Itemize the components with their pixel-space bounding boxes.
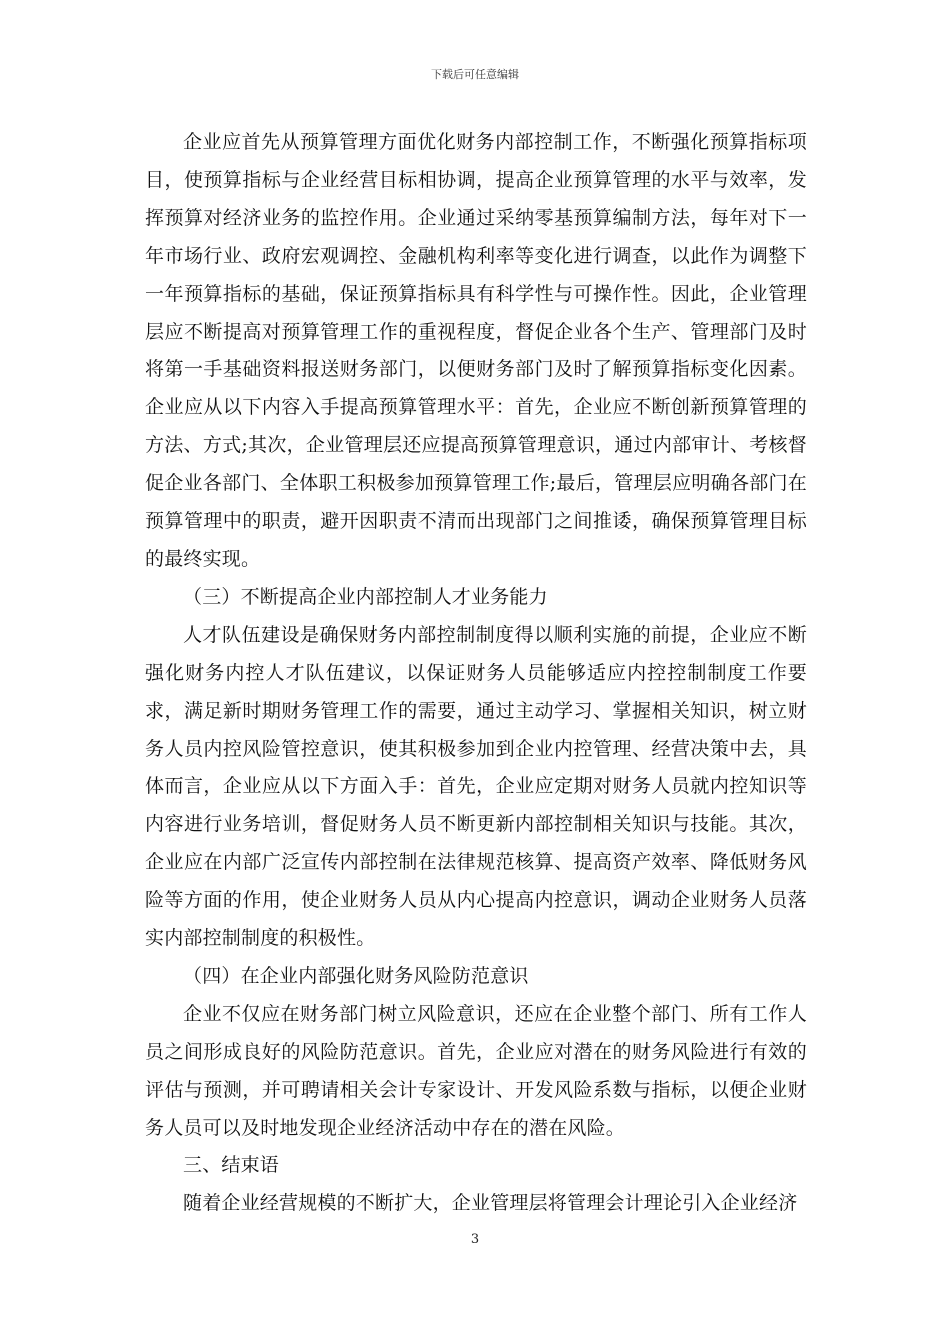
section-heading-conclusion: 三、结束语 bbox=[183, 1154, 280, 1177]
paragraph-talent: 人才队伍建设是确保财务内部控制制度得以顺利实施的前提，企业应不断强化财务内控人才队伍建议，以保证财务人员能够适应内控控制制度工作要求，满足新时期财务管理工作的需要，通过主动学习、掌握相关知识，树立财务人员内控风险管控意识，使其积极参加到企业内控管理、经营决策中去，具体而言，企业应从以下方面入手：首先，企业应定期对财务人员就内控知识等内容进行业务培训，督促财务人员不断更新内部控制相关知识与技能。其次，企业应在内部广泛宣传内部控制在法律规范核算、提高资产效率、降低财务风险等方面的作用，使企业财务人员从内心提高内控意识，调动企业财务人员落实内部控制制度的积极性。 bbox=[145, 623, 807, 950]
page-header: 下载后可任意编辑 bbox=[431, 68, 519, 81]
page-number: 3 bbox=[470, 1232, 480, 1247]
paragraph-conclusion: 随着企业经营规模的不断扩大，企业管理层将管理会计理论引入企业经济 bbox=[183, 1192, 798, 1215]
section-heading-talent: （三）不断提高企业内部控制人才业务能力 bbox=[183, 585, 548, 608]
body-text bbox=[145, 124, 807, 1223]
paragraph-budget-management: 企业应首先从预算管理方面优化财务内部控制工作，不断强化预算指标项目，使预算指标与企业经营目标相协调，提高企业预算管理的水平与效率，发挥预算对经济业务的监控作用。企业通过采纳零基预算编制方法，每年对下一年市场行业、政府宏观调控、金融机构利率等变化进行调查，以此作为调整下一年预算指标的基础，保证预算指标具有科学性与可操作性。因此，企业管理层应不断提高对预算管理工作的重视程度，督促企业各个生产、管理部门及时将第一手基础资料报送财务部门，以便财务部门及时了解预算指标变化因素。企业应从以下内容入手提高预算管理水平：首先，企业应不断创新预算管理的方法、方式;其次，企业管理层还应提高预算管理意识，通过内部审计、考核督促企业各部门、全体职工积极参加预算管理工作;最后，管理层应明确各部门在预算管理中的职责，避开因职责不清而出现部门之间推诿，确保预算管理目标的最终实现。 bbox=[145, 131, 807, 570]
section-heading-risk: （四）在企业内部强化财务风险防范意识 bbox=[183, 964, 529, 987]
paragraph-risk: 企业不仅应在财务部门树立风险意识，还应在企业整个部门、所有工作人员之间形成良好的风险防范意识。首先，企业应对潜在的财务风险进行有效的评估与预测，并可聘请相关会计专家设计、开发风险系数与指标，以便企业财务人员可以及时地发现企业经济活动中存在的潜在风险。 bbox=[145, 1002, 807, 1139]
